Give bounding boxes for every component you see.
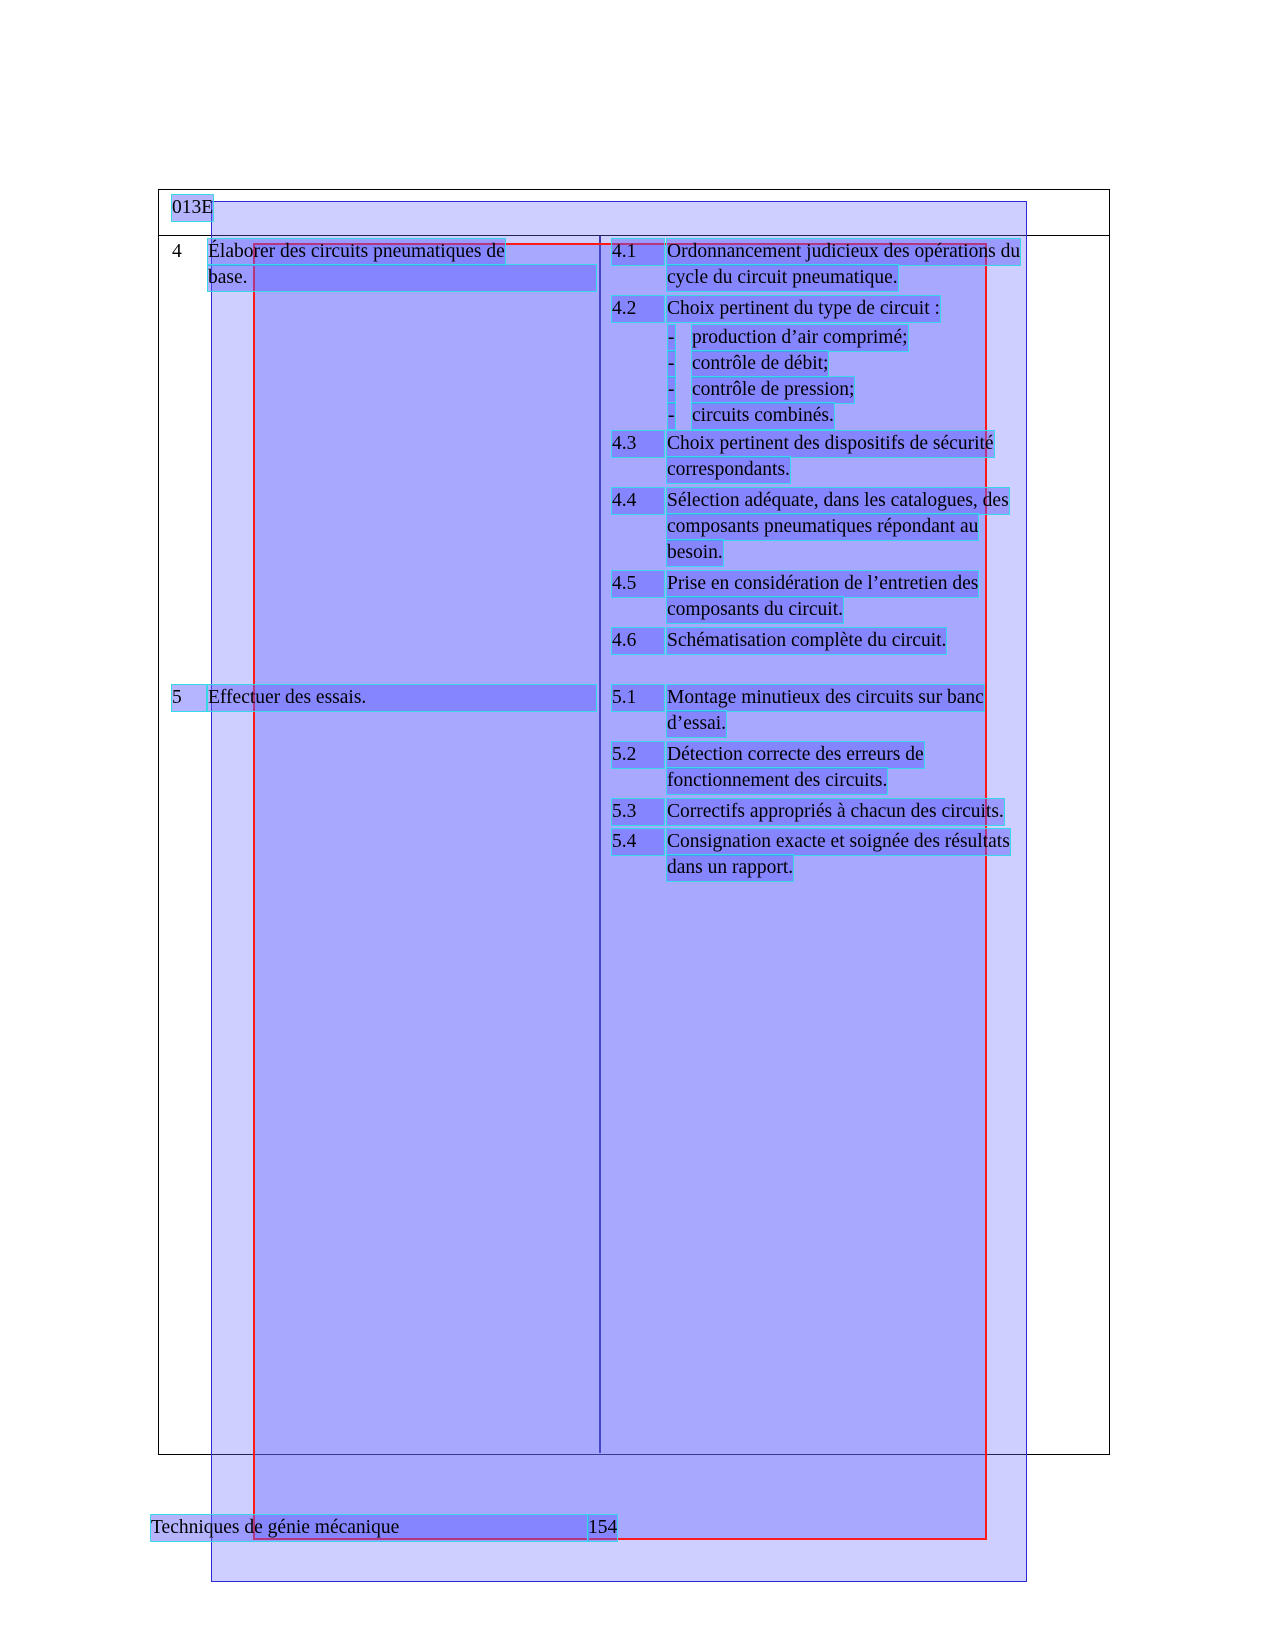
criterion-number: 4.3 [612,431,664,457]
criterion-text-line: dans un rapport. [667,855,793,881]
bullet-dash: - [668,403,675,429]
criterion-text-line: composants du circuit. [667,597,843,623]
footer-title: Techniques de génie mécanique [151,1515,588,1541]
criterion-number: 4.4 [612,488,664,514]
criterion-number: 5.3 [612,799,664,825]
element-text-line: Élaborer des circuits pneumatiques de [208,239,505,265]
criterion-text-line: Correctifs appropriés à chacun des circuits. [667,799,1004,825]
criterion-text-line: cycle du circuit pneumatique. [667,265,898,291]
criterion-text-line: Consignation exacte et soignée des résultats [667,829,1010,855]
criterion-text-line: Détection correcte des erreurs de [667,742,924,768]
competency-code: 013E [172,195,213,221]
bullet-item: circuits combinés. [692,403,834,429]
bullet-item: contrôle de pression; [692,377,854,403]
criterion-text-line: Ordonnancement judicieux des opérations du [667,239,1020,265]
criterion-text-line: Montage minutieux des circuits sur banc [667,685,984,711]
criterion-text-line: Choix pertinent du type de circuit : [667,296,940,322]
criterion-number: 5.2 [612,742,664,768]
element-text-line: Effectuer des essais. [208,685,596,711]
page-number: 154 [588,1515,617,1541]
criterion-text-line: Choix pertinent des dispositifs de sécurité [667,431,994,457]
criterion-number: 4.2 [612,296,664,322]
element-text-line: base. [208,265,596,291]
criterion-number: 5.1 [612,685,664,711]
criterion-text-line: d’essai. [667,711,726,737]
criterion-text-line: besoin. [667,540,723,566]
criterion-number: 5.4 [612,829,664,855]
element-number: 4 [172,241,182,262]
criterion-text-line: Prise en considération de l’entretien des [667,571,978,597]
criterion-text-line: correspondants. [667,457,790,483]
bullet-item: production d’air comprimé; [692,325,908,351]
bullet-dash: - [668,351,675,377]
bullet-dash: - [668,325,675,351]
criterion-text-line: fonctionnement des circuits. [667,768,887,794]
criterion-number: 4.5 [612,571,664,597]
element-number: 5 [172,685,206,711]
criterion-number: 4.1 [612,239,664,265]
criterion-text-line: Schématisation complète du circuit. [667,628,946,654]
bullet-dash: - [668,377,675,403]
criterion-text-line: Sélection adéquate, dans les catalogues, des [667,488,1009,514]
bullet-item: contrôle de débit; [692,351,828,377]
criterion-text-line: composants pneumatiques répondant au [667,514,978,540]
criterion-number: 4.6 [612,628,664,654]
